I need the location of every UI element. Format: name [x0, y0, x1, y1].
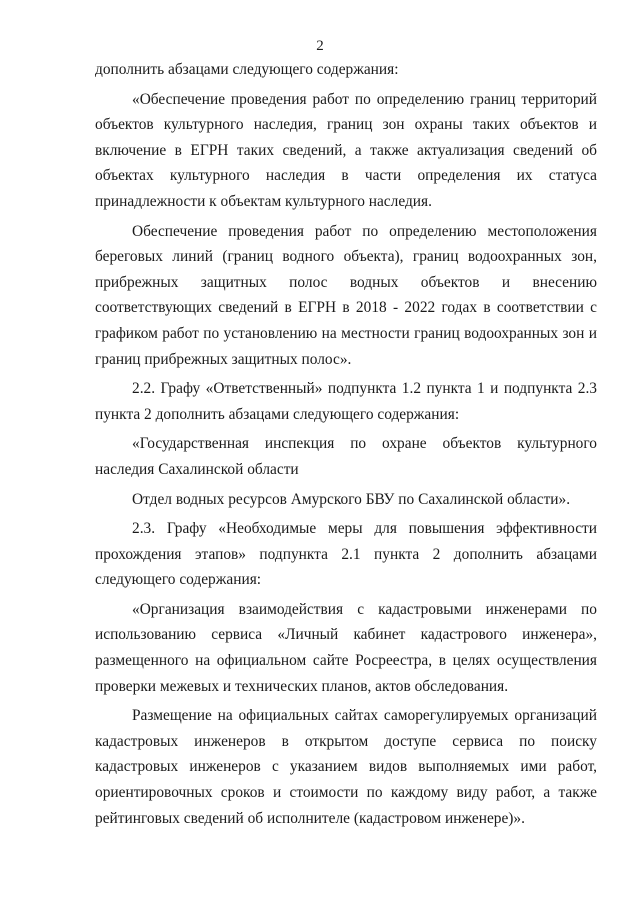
document-body — [95, 57, 597, 831]
paragraph-intro: дополнить абзацами следующего содержания: — [95, 61, 399, 78]
page-number: 2 — [316, 38, 324, 54]
paragraph-item-2-2: 2.2. Графу «Ответственный» подпункта 1.2 пункта 1 и подпункта 2.3 пункта 2 дополнить абзацами следующего содержания: — [95, 380, 597, 423]
paragraph-cultural-heritage: «Обеспечение проведения работ по определению границ территорий объектов культурного наследия, границ зон охраны таких объектов и включение в ЕГРН таких сведений, а также актуализация сведений об объектах культурного наследия в части определения их статуса принадлежности к объектам культурного наследия. — [95, 90, 597, 210]
paragraph-water-department: Отдел водных ресурсов Амурского БВУ по Сахалинской области». — [132, 490, 571, 508]
paragraph-water-boundaries: Обеспечение проведения работ по определению местоположения береговых линий (границ водного объекта), границ водоохранных зон, прибрежных защитных полос водных объектов и внесению соответствующих сведений в ЕГРН в 2018 - 2022 годах в соответствии с графиком работ по установлению на местности границ водоохранных зон и границ прибрежных защитных полос». — [95, 222, 597, 368]
paragraph-cadastral-service: Размещение на официальных сайтах саморегулируемых организаций кадастровых инженеров в открытом доступе сервиса по поиску кадастровых инженеров с указанием видов выполняемых ими работ, ориентировочных сроков и стоимости по каждому виду работ, а также рейтинговых сведений об исполнителе (кадастровом инженере)». — [95, 707, 597, 827]
paragraph-item-2-3: 2.3. Графу «Необходимые меры для повышения эффективности прохождения этапов» подпункта 2.1 пункта 2 дополнить абзацами следующего содержания: — [95, 520, 597, 589]
paragraph-cadastral-cooperation: «Организация взаимодействия с кадастровыми инженерами по использованию сервиса «Личный кабинет кадастрового инженера», размещенного на официальном сайте Росреестра, в целях осуществления проверки межевых и технических планов, актов обследования. — [95, 600, 597, 695]
paragraph-inspection: «Государственная инспекция по охране объектов культурного наследия Сахалинской области — [95, 435, 597, 478]
